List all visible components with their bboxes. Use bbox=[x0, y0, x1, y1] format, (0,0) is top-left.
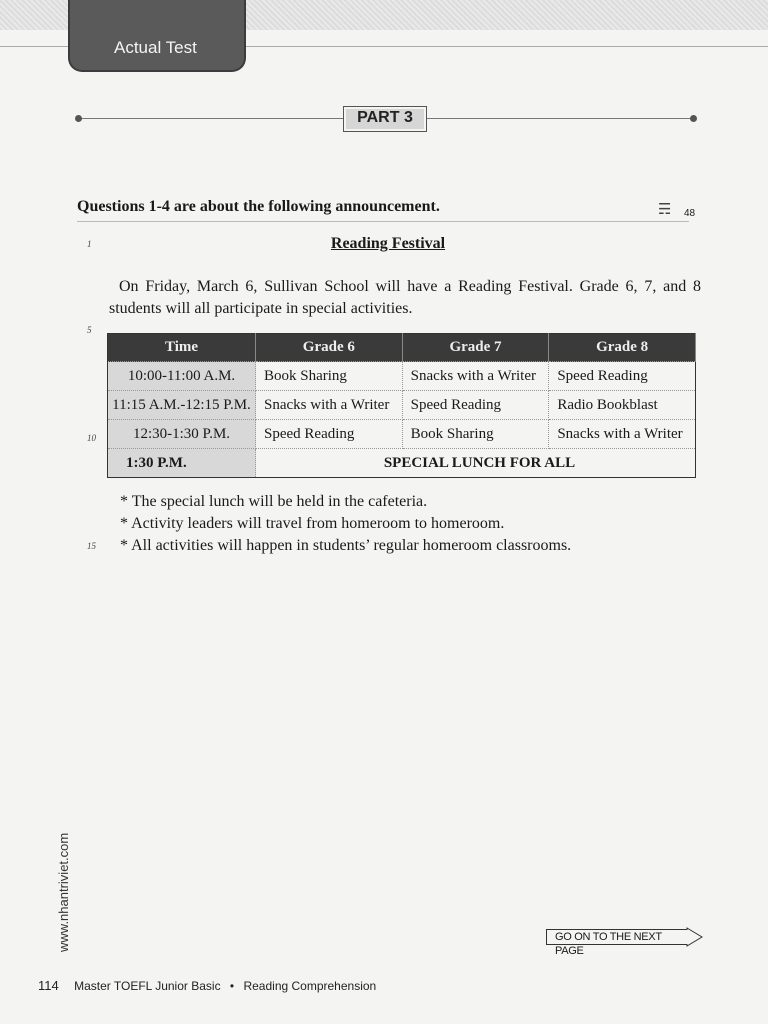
arrow-right-icon bbox=[686, 926, 704, 948]
header-grade-6: Grade 6 bbox=[256, 334, 403, 362]
side-url: www.nhantriviet.com bbox=[56, 832, 71, 952]
header-time: Time bbox=[108, 334, 256, 362]
note-item: * The special lunch will be held in the cafeteria. bbox=[120, 493, 428, 510]
table-row bbox=[108, 420, 696, 449]
go-next-label: GO ON TO THE NEXT PAGE bbox=[546, 929, 688, 945]
lunch-row bbox=[108, 449, 696, 478]
question-heading: Questions 1-4 are about the following announcement. bbox=[77, 198, 440, 215]
activity-cell: Book Sharing bbox=[402, 420, 549, 449]
line-number-15: 15 bbox=[87, 541, 96, 551]
activity-cell: Snacks with a Writer bbox=[549, 420, 696, 449]
audio-track-number: 48 bbox=[684, 208, 696, 219]
header-grade-7: Grade 7 bbox=[402, 334, 549, 362]
book-title: Master TOEFL Junior Basic bbox=[74, 979, 221, 993]
part-label: PART 3 bbox=[346, 109, 424, 129]
header-grade-8: Grade 8 bbox=[549, 334, 696, 362]
activity-cell: Radio Bookblast bbox=[549, 391, 696, 420]
activity-cell: Speed Reading bbox=[256, 420, 403, 449]
page-number: 114 bbox=[38, 978, 59, 993]
actual-test-tab bbox=[68, 0, 246, 72]
schedule-table bbox=[107, 333, 696, 478]
divider-dot-right bbox=[690, 115, 697, 122]
divider-dot-left bbox=[75, 115, 82, 122]
passage-intro: On Friday, March 6, Sullivan School will have a Reading Festival. Grade 6, 7, and 8 students will all participate in special activities. bbox=[109, 278, 701, 317]
go-next-page-indicator bbox=[546, 926, 706, 957]
table-row bbox=[108, 391, 696, 420]
actual-test-label: Actual Test bbox=[114, 38, 197, 57]
page-footer bbox=[38, 978, 376, 993]
audio-cd-icon: ☴ bbox=[658, 200, 672, 218]
activity-cell: Speed Reading bbox=[549, 362, 696, 391]
passage-title: Reading Festival bbox=[330, 235, 446, 252]
section-name: Reading Comprehension bbox=[243, 979, 377, 993]
question-heading-rule bbox=[77, 221, 689, 222]
line-number-5: 5 bbox=[87, 325, 92, 335]
line-number-10: 10 bbox=[87, 433, 96, 443]
footer-separator: • bbox=[229, 979, 235, 993]
lunch-time-cell: 1:30 P.M. bbox=[108, 449, 256, 478]
notes-list bbox=[120, 491, 571, 557]
time-cell: 10:00-11:00 A.M. bbox=[108, 362, 256, 391]
activity-cell: Speed Reading bbox=[402, 391, 549, 420]
time-cell: 12:30-1:30 P.M. bbox=[108, 420, 256, 449]
part-label-box bbox=[343, 106, 427, 132]
note-item: * All activities will happen in students’ regular homeroom classrooms. bbox=[120, 537, 572, 554]
schedule-header-row bbox=[108, 334, 696, 362]
note-item: * Activity leaders will travel from homeroom to homeroom. bbox=[120, 515, 505, 532]
line-number-1: 1 bbox=[87, 239, 92, 249]
lunch-label-cell: SPECIAL LUNCH FOR ALL bbox=[256, 449, 696, 478]
activity-cell: Snacks with a Writer bbox=[256, 391, 403, 420]
activity-cell: Book Sharing bbox=[256, 362, 403, 391]
table-row bbox=[108, 362, 696, 391]
activity-cell: Snacks with a Writer bbox=[402, 362, 549, 391]
time-cell: 11:15 A.M.-12:15 P.M. bbox=[108, 391, 256, 420]
